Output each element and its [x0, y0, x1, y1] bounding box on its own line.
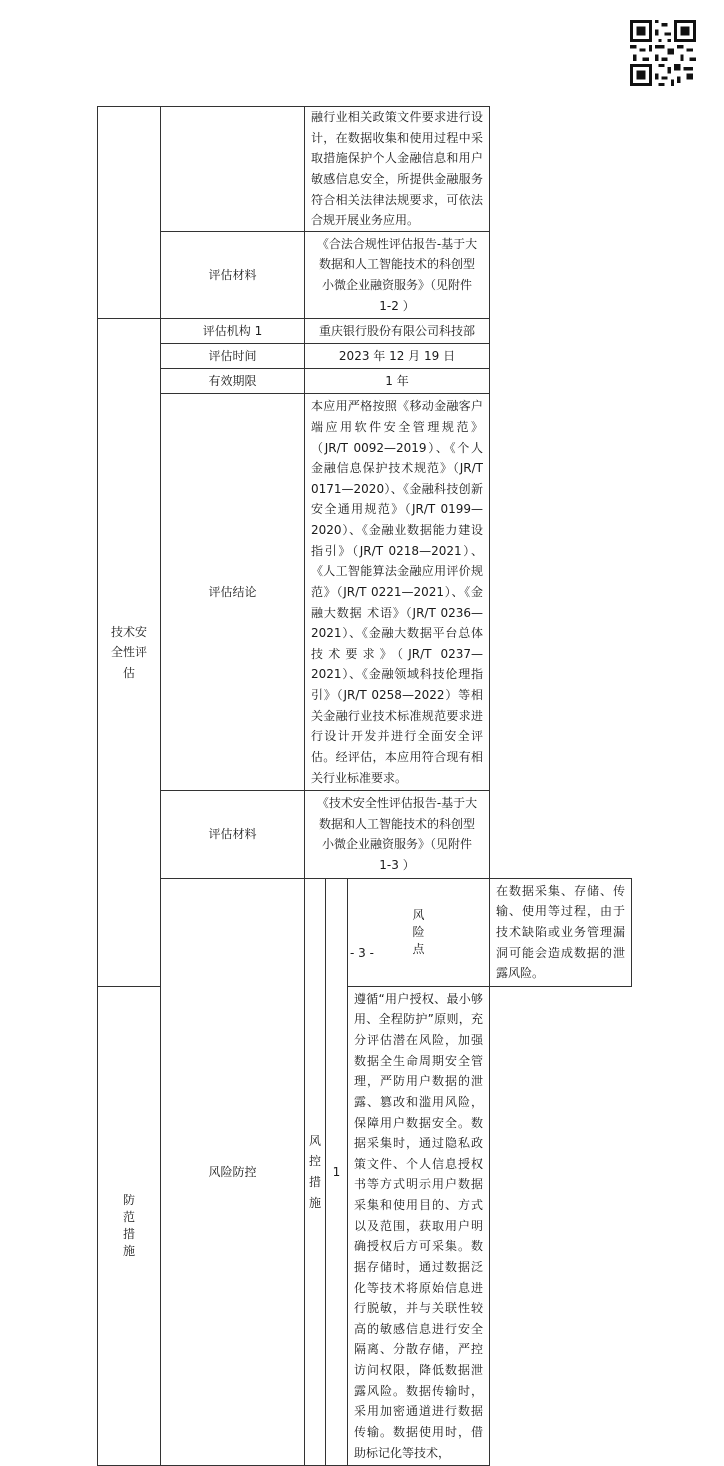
conclusion-label: 评估结论: [161, 394, 305, 791]
risk-section-label: 风险防控: [161, 878, 305, 1466]
compliance-section-cell: [98, 107, 161, 319]
tech-section-label-cell: [98, 319, 161, 987]
risk-measure-label: 风控措施: [305, 878, 326, 1466]
validity-label: 有效期限: [161, 369, 305, 394]
evaluation-table: [97, 106, 632, 1466]
risk-point-label-cell: [348, 878, 490, 986]
prevention-label-cell: [98, 986, 161, 1465]
compliance-material-value: 《合法合规性评估报告-基于大数据和人工智能技术的科创型小微企业融资服务》（见附件 1-2 ）: [305, 231, 490, 319]
compliance-continuation-text: 融行业相关政策文件要求进行设计，在数据收集和使用过程中采取措施保护个人金融信息和用户敏感信息安全，所提供金融服务符合相关法律法规要求，可依法合规开展业务应用。: [305, 107, 490, 232]
agency-value: 重庆银行股份有限公司科技部: [305, 319, 490, 344]
conclusion-row: [98, 394, 632, 791]
risk-item-number: 1: [326, 878, 348, 1466]
risk-point-text: 在数据采集、存储、传输、使用等过程，由于技术缺陷或业务管理漏洞可能会造成数据的泄露风险。: [490, 878, 632, 986]
tech-material-label: 评估材料: [161, 791, 305, 879]
page-number: - 3 -: [350, 946, 374, 960]
compliance-continuation-row: [98, 107, 632, 232]
validity-row: [98, 369, 632, 394]
agency-label: 评估机构 1: [161, 319, 305, 344]
validity-value: 1 年: [305, 369, 490, 394]
qr-code: [630, 20, 696, 86]
risk-point-row: [98, 878, 632, 986]
date-value: 2023 年 12 月 19 日: [305, 344, 490, 369]
conclusion-value: 本应用严格按照《移动金融客户端应用软件安全管理规范》（JR/T 0092—2019）、《个人金融信息保护技术规范》（JR/T 0171—2020）、《金融科技创新安全通用规范》（JR/T 0199—2020）、《金融业数据能力建设指引》（JR/T 0218—2021）、《人工智能算法金融应用评价规范》（JR/T 0221—2021）、《金融大数据 术语》（JR/T 0236—2021）、《金融大数据平台总体技术要求》（JR/T 0237—2021）、《金融领域科技伦理指引》（JR/T 0258—2022）等相关金融行业技术标准规范要求进行设计开发并进行全面安全评估。经评估，本应用符合现有相关行业标准要求。: [305, 394, 490, 791]
risk-point-label: 风险点: [412, 907, 425, 956]
compliance-material-row: [98, 231, 632, 319]
tech-material-value: 《技术安全性评估报告-基于大数据和人工智能技术的科创型小微企业融资服务》（见附件 1-3 ）: [305, 791, 490, 879]
tech-material-row: [98, 791, 632, 879]
agency-row: [98, 319, 632, 344]
empty-label-cell: [161, 107, 305, 232]
compliance-material-label: 评估材料: [161, 231, 305, 319]
date-label: 评估时间: [161, 344, 305, 369]
tech-section-label: 技术安全性评估: [110, 624, 147, 680]
prevention-label: 防范措施: [123, 1193, 136, 1258]
date-row: [98, 344, 632, 369]
prevention-text: 遵循“用户授权、最小够用、全程防护”原则，充分评估潜在风险，加强数据全生命周期安全管理，严防用户数据的泄露、篡改和滥用风险，保障用户数据安全。数据采集时，通过隐私政策文件、个人信息授权书等方式明示用户数据采集和使用目的、方式以及范围，获取用户明确授权后方可采集。数据存储时，通过数据泛化等技术将原始信息进行脱敏，并与关联性较高的敏感信息进行安全隔离、分散存储，严控访问权限，降低数据泄露风险。数据传输时，采用加密通道进行数据传输。数据使用时，借助标记化等技术，: [348, 986, 490, 1465]
